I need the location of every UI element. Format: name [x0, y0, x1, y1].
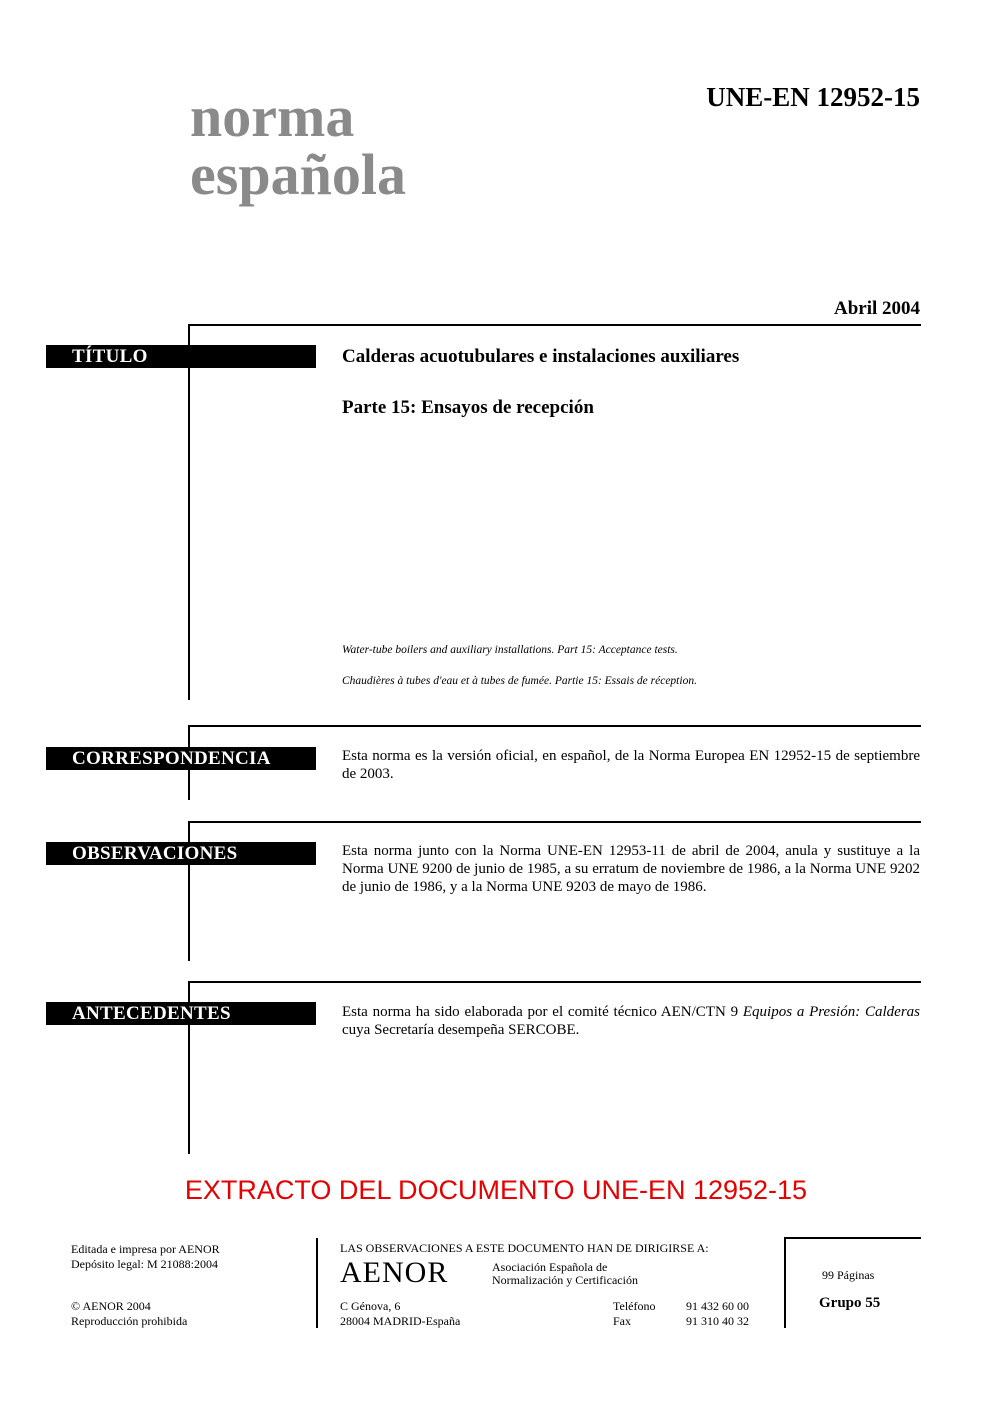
publication-date: Abril 2004: [833, 298, 920, 319]
footer-fax: 91 310 40 32: [686, 1314, 749, 1328]
title-part: Parte 15: Ensayos de recepción: [342, 397, 594, 418]
footer-edited: Editada e impresa por AENOR: [71, 1242, 220, 1256]
title-english: Water-tube boilers and auxiliary installations. Part 15: Acceptance tests.: [342, 644, 678, 656]
footer-address-line-2: 28004 MADRID-España: [340, 1314, 461, 1328]
label-correspondencia: CORRESPONDENCIA: [46, 747, 316, 770]
brand-line-1: norma: [190, 84, 355, 149]
standard-code: UNE-EN 12952-15: [706, 82, 920, 112]
footer-copyright: © AENOR 2004: [71, 1299, 151, 1313]
aenor-name-line-1: Asociación Española de: [492, 1260, 608, 1274]
title-main: Calderas acuotubulares e instalaciones auxiliares: [342, 346, 740, 367]
footer-phone: 91 432 60 00: [686, 1299, 749, 1313]
antecedentes-text-after: cuya Secretaría desempeña SERCOBE.: [342, 1022, 580, 1038]
footer-separator-right: [784, 1237, 786, 1328]
section-vline-titulo: [188, 324, 190, 700]
footer-observations-header: LAS OBSERVACIONES A ESTE DOCUMENTO HAN DE DIRIGIRSE A:: [340, 1241, 709, 1255]
extract-watermark: EXTRACTO DEL DOCUMENTO UNE-EN 12952-15: [184, 1175, 808, 1205]
correspondencia-text: Esta norma es la versión oficial, en español, de la Norma Europea EN 12952-15 de septiembre de 2003.: [342, 748, 920, 782]
observaciones-text: Esta norma junto con la Norma UNE-EN 12953-11 de abril de 2004, anula y sustituye a la Norma UNE 9200 de junio de 1985, a su erratum de noviembre de 1986, a la Norma UNE 9202 de junio de 1986, y a la Norma UNE 9203 de mayo de 1986.: [342, 843, 920, 895]
section-divider-observaciones: [188, 821, 921, 823]
footer-reproduction: Reproducción prohibida: [71, 1314, 188, 1328]
footer-phone-label: Teléfono: [613, 1299, 656, 1313]
label-observaciones: OBSERVACIONES: [46, 842, 316, 865]
section-divider-antecedentes: [188, 981, 921, 983]
section-divider-titulo: [188, 324, 921, 326]
footer-box-top: [784, 1237, 921, 1239]
footer-pages: 99 Páginas: [822, 1268, 875, 1282]
footer-fax-label: Fax: [613, 1314, 631, 1328]
footer-address-line-1: C Génova, 6: [340, 1299, 401, 1313]
footer-group: Grupo 55: [819, 1295, 881, 1311]
section-divider-correspondencia: [188, 725, 921, 727]
antecedentes-text: [342, 1003, 920, 1039]
aenor-name-line-2: Normalización y Certificación: [492, 1273, 638, 1287]
label-titulo: TÍTULO: [46, 345, 316, 368]
antecedentes-text-before: Esta norma ha sido elaborada por el comité técnico AEN/CTN 9: [342, 1004, 743, 1020]
label-antecedentes: ANTECEDENTES: [46, 1002, 316, 1025]
title-french: Chaudières à tubes d'eau et à tubes de fumée. Partie 15: Essais de réception.: [342, 675, 697, 687]
footer-deposit: Depósito legal: M 21088:2004: [71, 1257, 218, 1271]
footer-separator-left: [316, 1238, 318, 1328]
antecedentes-committee-name: Equipos a Presión: Calderas: [742, 1004, 920, 1020]
aenor-logo: AENOR: [340, 1256, 449, 1289]
brand-line-2: española: [190, 142, 406, 207]
